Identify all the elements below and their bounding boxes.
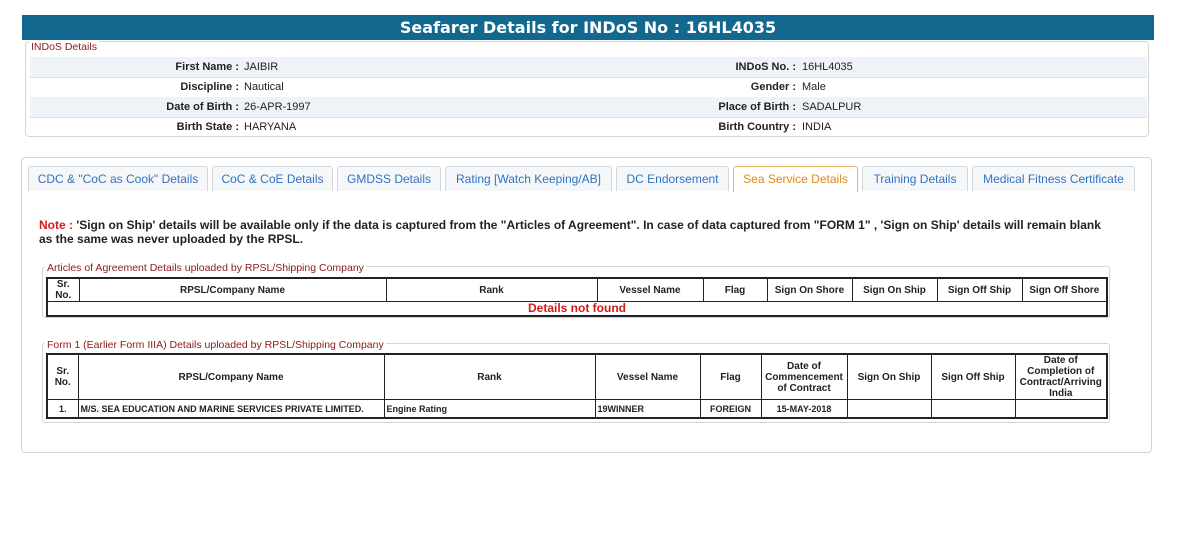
first-name-label: First Name : bbox=[175, 61, 239, 73]
details-not-found: Details not found bbox=[47, 302, 1107, 317]
col-sign-on-ship: Sign On Ship bbox=[852, 278, 937, 302]
col-sign-off-ship: Sign Off Ship bbox=[937, 278, 1022, 302]
table-row bbox=[47, 302, 1107, 317]
indos-no-value: 16HL4035 bbox=[802, 61, 853, 73]
tab-medical-fitness[interactable]: Medical Fitness Certificate bbox=[972, 166, 1135, 191]
col-commencement-date: Date of Commencement of Contract bbox=[761, 354, 847, 400]
place-of-birth-value: SADALPUR bbox=[802, 101, 862, 113]
dob-value: 26-APR-1997 bbox=[244, 101, 311, 113]
indos-details-panel bbox=[25, 41, 1149, 137]
col-flag: Flag bbox=[703, 278, 767, 302]
gender-label: Gender : bbox=[750, 81, 796, 93]
cell-rank: Engine Rating bbox=[384, 400, 595, 419]
col-company-name: RPSL/Company Name bbox=[78, 354, 384, 400]
articles-legend: Articles of Agreement Details uploaded by RPSL/Shipping Company bbox=[47, 262, 364, 274]
col-vessel-name: Vessel Name bbox=[595, 354, 700, 400]
col-sign-off-shore: Sign Off Shore bbox=[1022, 278, 1107, 302]
sign-on-ship-note bbox=[39, 218, 1109, 246]
col-sr-no: Sr. No. bbox=[47, 278, 79, 302]
page-title: Seafarer Details for INDoS No : 16HL4035 bbox=[22, 15, 1154, 40]
col-completion-date: Date of Completion of Contract/Arriving India bbox=[1015, 354, 1107, 400]
cell-flag: FOREIGN bbox=[700, 400, 761, 419]
birth-state-label: Birth State : bbox=[176, 121, 239, 133]
tab-dc-endorsement[interactable]: DC Endorsement bbox=[616, 166, 729, 191]
cell-company-name: M/S. SEA EDUCATION AND MARINE SERVICES PRIVATE LIMITED. bbox=[78, 400, 384, 419]
cell-completion-date bbox=[1015, 400, 1107, 419]
dob-label: Date of Birth : bbox=[166, 101, 239, 113]
indos-row-1 bbox=[30, 57, 1147, 78]
birth-country-value: INDIA bbox=[802, 121, 832, 133]
note-label: Note : bbox=[39, 218, 73, 232]
indos-no-label: INDoS No. : bbox=[735, 61, 796, 73]
table-row bbox=[47, 400, 1107, 419]
indos-row-4 bbox=[30, 117, 1147, 137]
form1-table bbox=[46, 353, 1108, 419]
indos-details-legend: INDoS Details bbox=[31, 41, 97, 53]
articles-header-row bbox=[47, 278, 1107, 302]
articles-table bbox=[46, 277, 1108, 317]
tab-gmdss[interactable]: GMDSS Details bbox=[337, 166, 441, 191]
col-sign-on-ship: Sign On Ship bbox=[847, 354, 931, 400]
cell-sr-no: 1. bbox=[47, 400, 78, 419]
birth-state-value: HARYANA bbox=[244, 121, 297, 133]
note-text: 'Sign on Ship' details will be available only if the data is captured from the "Articles of Agreement". In case of data captured from "FORM 1" , 'Sign on Ship' details will remain blank as the same was never uploaded by the RPSL. bbox=[39, 218, 1101, 246]
cell-vessel-name: 19WINNER bbox=[595, 400, 700, 419]
birth-country-label: Birth Country : bbox=[718, 121, 796, 133]
discipline-value: Nautical bbox=[244, 81, 284, 93]
place-of-birth-label: Place of Birth : bbox=[718, 101, 796, 113]
discipline-label: Discipline : bbox=[180, 81, 239, 93]
col-rank: Rank bbox=[384, 354, 595, 400]
col-flag: Flag bbox=[700, 354, 761, 400]
tab-coc-coe[interactable]: CoC & CoE Details bbox=[212, 166, 333, 191]
col-sign-off-ship: Sign Off Ship bbox=[931, 354, 1015, 400]
indos-row-2 bbox=[30, 77, 1147, 97]
tab-cdc-coc-cook[interactable]: CDC & "CoC as Cook" Details bbox=[28, 166, 208, 191]
tab-sea-service[interactable]: Sea Service Details bbox=[733, 166, 858, 192]
tab-rating-watch-keeping[interactable]: Rating [Watch Keeping/AB] bbox=[445, 166, 612, 191]
col-rank: Rank bbox=[386, 278, 597, 302]
col-sr-no: Sr. No. bbox=[47, 354, 78, 400]
cell-commencement-date: 15-MAY-2018 bbox=[761, 400, 847, 419]
form1-header-row bbox=[47, 354, 1107, 400]
indos-row-3 bbox=[30, 97, 1147, 118]
gender-value: Male bbox=[802, 81, 826, 93]
col-company-name: RPSL/Company Name bbox=[79, 278, 386, 302]
cell-sign-off-ship bbox=[931, 400, 1015, 419]
first-name-value: JAIBIR bbox=[244, 61, 279, 73]
tab-training[interactable]: Training Details bbox=[862, 166, 968, 191]
form1-legend: Form 1 (Earlier Form IIIA) Details uploaded by RPSL/Shipping Company bbox=[47, 339, 384, 351]
cell-sign-on-ship bbox=[847, 400, 931, 419]
col-vessel-name: Vessel Name bbox=[597, 278, 703, 302]
col-sign-on-shore: Sign On Shore bbox=[767, 278, 852, 302]
